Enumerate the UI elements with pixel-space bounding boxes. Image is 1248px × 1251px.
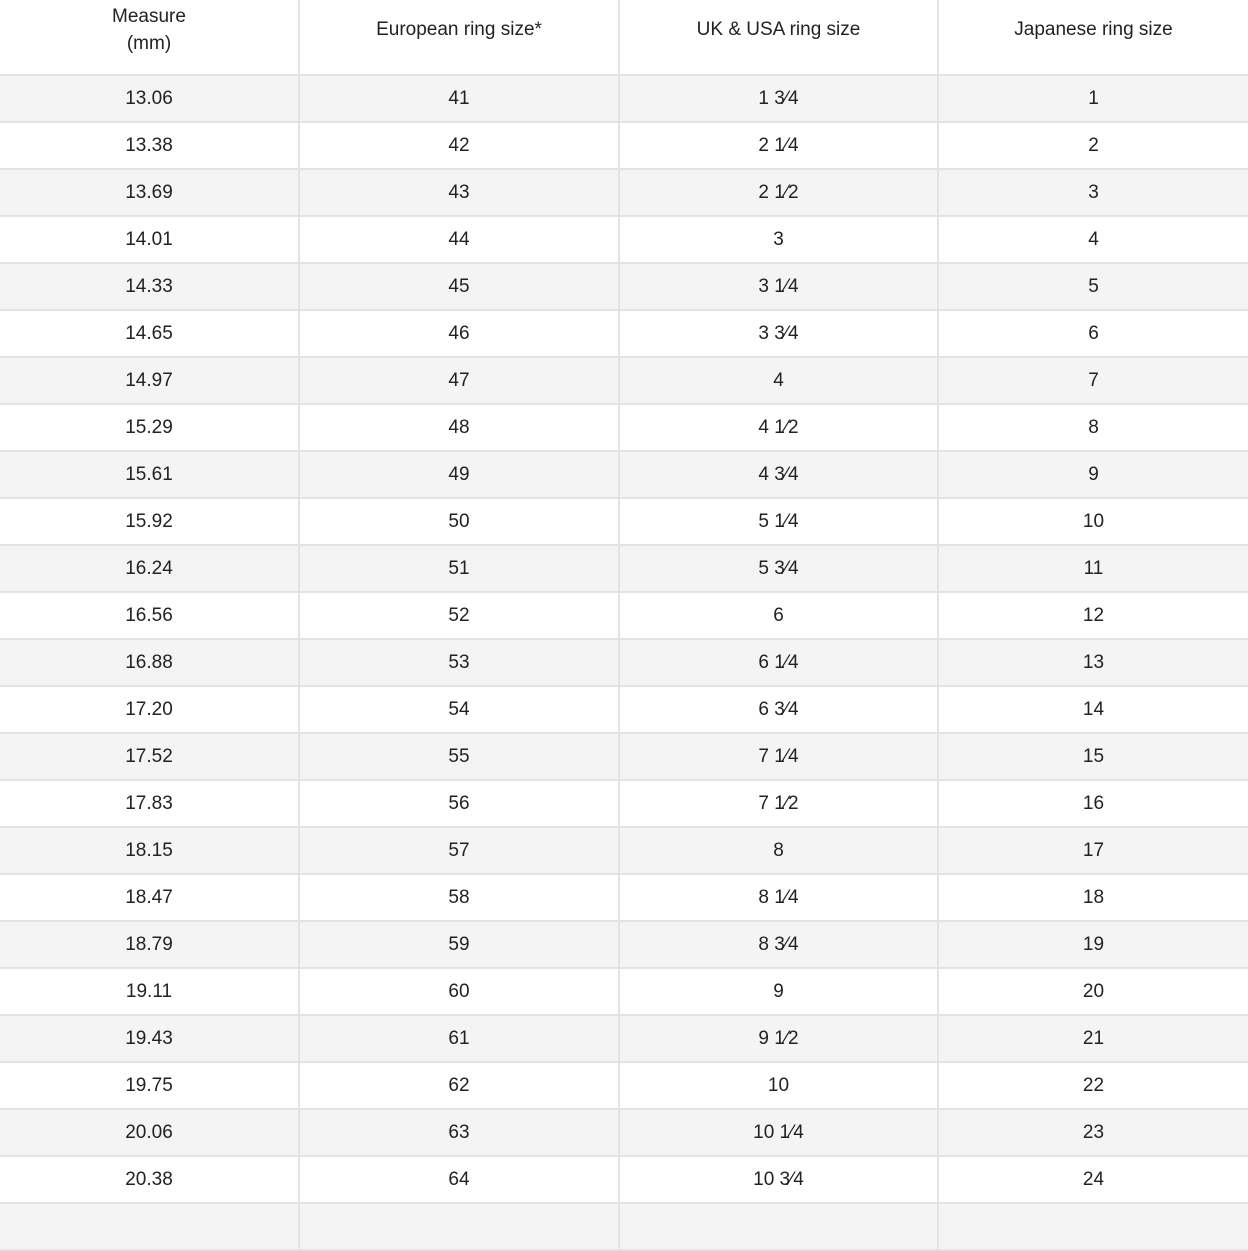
table-row — [0, 733, 1248, 780]
cell-european: 60 — [299, 968, 619, 1015]
table-row — [0, 75, 1248, 122]
cell-european: 62 — [299, 1062, 619, 1109]
cell-japanese: 6 — [938, 310, 1248, 357]
cell-japanese: 15 — [938, 733, 1248, 780]
cell-measure: 16.88 — [0, 639, 299, 686]
cell-measure: 18.79 — [0, 921, 299, 968]
cell-european: 48 — [299, 404, 619, 451]
table-header — [0, 0, 1248, 75]
header-measure — [0, 0, 299, 75]
cell-european: 44 — [299, 216, 619, 263]
cell-japanese: 19 — [938, 921, 1248, 968]
cell-uk-usa: 10 — [619, 1062, 938, 1109]
cell-uk-usa: 8 3⁄4 — [619, 921, 938, 968]
cell-measure: 13.69 — [0, 169, 299, 216]
cell-european: 64 — [299, 1156, 619, 1203]
cell-measure — [0, 1203, 299, 1250]
cell-uk-usa: 3 1⁄4 — [619, 263, 938, 310]
table-row — [0, 169, 1248, 216]
table-row — [0, 827, 1248, 874]
cell-european: 55 — [299, 733, 619, 780]
cell-japanese: 18 — [938, 874, 1248, 921]
cell-european: 61 — [299, 1015, 619, 1062]
cell-japanese: 12 — [938, 592, 1248, 639]
table-row — [0, 1062, 1248, 1109]
header-measure-line1: Measure — [112, 6, 186, 27]
cell-japanese: 23 — [938, 1109, 1248, 1156]
cell-japanese: 5 — [938, 263, 1248, 310]
cell-uk-usa: 6 1⁄4 — [619, 639, 938, 686]
cell-european: 42 — [299, 122, 619, 169]
table-row — [0, 404, 1248, 451]
cell-measure: 14.97 — [0, 357, 299, 404]
table-row — [0, 639, 1248, 686]
cell-european: 54 — [299, 686, 619, 733]
cell-measure: 17.83 — [0, 780, 299, 827]
cell-japanese: 22 — [938, 1062, 1248, 1109]
cell-uk-usa: 2 1⁄2 — [619, 169, 938, 216]
table-row — [0, 1203, 1248, 1250]
cell-uk-usa: 6 — [619, 592, 938, 639]
cell-japanese: 8 — [938, 404, 1248, 451]
cell-measure: 17.52 — [0, 733, 299, 780]
header-european — [299, 0, 619, 75]
table-row — [0, 310, 1248, 357]
cell-european — [299, 1203, 619, 1250]
cell-japanese: 20 — [938, 968, 1248, 1015]
cell-japanese: 24 — [938, 1156, 1248, 1203]
cell-uk-usa: 3 3⁄4 — [619, 310, 938, 357]
cell-european: 58 — [299, 874, 619, 921]
cell-japanese: 11 — [938, 545, 1248, 592]
table-body — [0, 75, 1248, 1250]
header-japanese — [938, 0, 1248, 75]
table-row — [0, 686, 1248, 733]
table-row — [0, 545, 1248, 592]
cell-measure: 14.33 — [0, 263, 299, 310]
cell-measure: 13.06 — [0, 75, 299, 122]
cell-european: 50 — [299, 498, 619, 545]
cell-measure: 20.06 — [0, 1109, 299, 1156]
header-row — [0, 0, 1248, 75]
cell-japanese: 17 — [938, 827, 1248, 874]
cell-european: 51 — [299, 545, 619, 592]
cell-uk-usa: 5 1⁄4 — [619, 498, 938, 545]
table-row — [0, 357, 1248, 404]
cell-uk-usa: 7 1⁄4 — [619, 733, 938, 780]
header-uk-usa — [619, 0, 938, 75]
cell-uk-usa: 4 1⁄2 — [619, 404, 938, 451]
cell-uk-usa: 1 3⁄4 — [619, 75, 938, 122]
table-row — [0, 498, 1248, 545]
cell-uk-usa: 10 1⁄4 — [619, 1109, 938, 1156]
cell-european: 56 — [299, 780, 619, 827]
cell-uk-usa: 5 3⁄4 — [619, 545, 938, 592]
cell-uk-usa: 9 — [619, 968, 938, 1015]
cell-measure: 20.38 — [0, 1156, 299, 1203]
cell-japanese: 7 — [938, 357, 1248, 404]
cell-japanese: 10 — [938, 498, 1248, 545]
cell-european: 57 — [299, 827, 619, 874]
cell-european: 47 — [299, 357, 619, 404]
cell-european: 49 — [299, 451, 619, 498]
table-row — [0, 592, 1248, 639]
header-measure-line2: (mm) — [126, 33, 172, 54]
header-european-label: European ring size* — [376, 19, 542, 40]
cell-measure: 19.75 — [0, 1062, 299, 1109]
cell-uk-usa: 4 — [619, 357, 938, 404]
table-row — [0, 1015, 1248, 1062]
cell-european: 46 — [299, 310, 619, 357]
cell-measure: 17.20 — [0, 686, 299, 733]
cell-european: 45 — [299, 263, 619, 310]
cell-measure: 19.43 — [0, 1015, 299, 1062]
cell-european: 53 — [299, 639, 619, 686]
cell-japanese — [938, 1203, 1248, 1250]
table-row — [0, 921, 1248, 968]
cell-measure: 14.65 — [0, 310, 299, 357]
cell-uk-usa: 3 — [619, 216, 938, 263]
cell-japanese: 9 — [938, 451, 1248, 498]
cell-european: 43 — [299, 169, 619, 216]
table-row — [0, 780, 1248, 827]
cell-measure: 15.92 — [0, 498, 299, 545]
cell-uk-usa: 8 1⁄4 — [619, 874, 938, 921]
cell-european: 52 — [299, 592, 619, 639]
cell-uk-usa: 10 3⁄4 — [619, 1156, 938, 1203]
table-row — [0, 122, 1248, 169]
table-row — [0, 1109, 1248, 1156]
cell-uk-usa: 7 1⁄2 — [619, 780, 938, 827]
cell-japanese: 13 — [938, 639, 1248, 686]
cell-measure: 15.61 — [0, 451, 299, 498]
cell-uk-usa: 6 3⁄4 — [619, 686, 938, 733]
cell-uk-usa: 4 3⁄4 — [619, 451, 938, 498]
cell-uk-usa: 9 1⁄2 — [619, 1015, 938, 1062]
cell-japanese: 1 — [938, 75, 1248, 122]
cell-measure: 16.56 — [0, 592, 299, 639]
table-row — [0, 216, 1248, 263]
cell-measure: 19.11 — [0, 968, 299, 1015]
cell-uk-usa: 8 — [619, 827, 938, 874]
cell-measure: 18.47 — [0, 874, 299, 921]
table-row — [0, 1156, 1248, 1203]
cell-european: 41 — [299, 75, 619, 122]
cell-japanese: 3 — [938, 169, 1248, 216]
cell-european: 63 — [299, 1109, 619, 1156]
table-row — [0, 451, 1248, 498]
cell-measure: 16.24 — [0, 545, 299, 592]
cell-uk-usa — [619, 1203, 938, 1250]
cell-japanese: 16 — [938, 780, 1248, 827]
cell-european: 59 — [299, 921, 619, 968]
cell-japanese: 2 — [938, 122, 1248, 169]
cell-measure: 14.01 — [0, 216, 299, 263]
table-row — [0, 968, 1248, 1015]
table-row — [0, 263, 1248, 310]
cell-japanese: 14 — [938, 686, 1248, 733]
cell-measure: 15.29 — [0, 404, 299, 451]
header-japanese-label: Japanese ring size — [1014, 19, 1173, 40]
cell-japanese: 21 — [938, 1015, 1248, 1062]
cell-japanese: 4 — [938, 216, 1248, 263]
header-uk-usa-label: UK & USA ring size — [696, 19, 861, 40]
cell-uk-usa: 2 1⁄4 — [619, 122, 938, 169]
table-row — [0, 874, 1248, 921]
cell-measure: 13.38 — [0, 122, 299, 169]
cell-measure: 18.15 — [0, 827, 299, 874]
